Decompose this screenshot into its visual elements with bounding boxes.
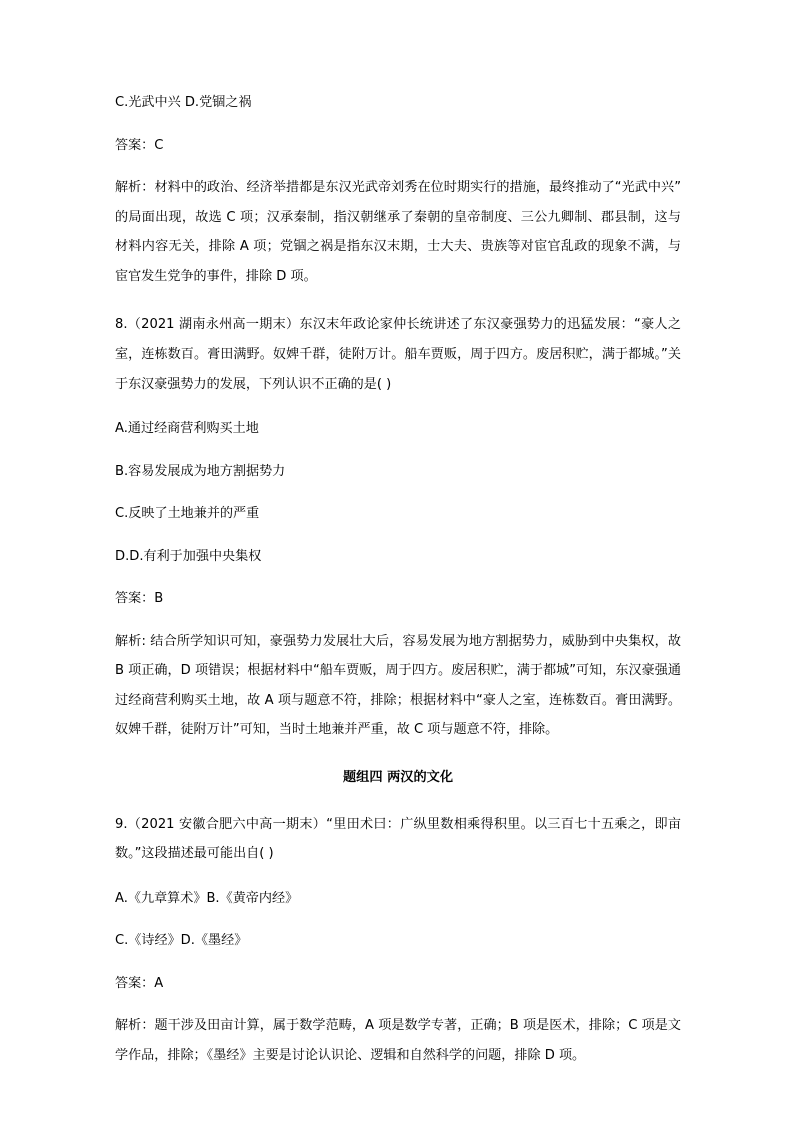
q9-option-cd: C.《诗经》D.《墨经》 xyxy=(115,933,248,949)
q8-option-c: C.反映了土地兼并的严重 xyxy=(115,506,260,522)
q7-answer: 答案：C xyxy=(115,137,164,153)
q9-explanation: 解析：题干涉及田亩计算，属于数学范畴，A 项是数学专著，正确；B 项是医术，排除；C 项是文学作品，排除；《墨经》主要是讨论认识论、逻辑和自然科学的问题，排除 D 项。 xyxy=(115,1018,681,1063)
q8-option-a: A.通过经商营利购买土地 xyxy=(115,421,259,437)
q8-explanation: 解析: 结合所学知识可知，豪强势力发展壮大后，容易发展为地方割据势力，威胁到中央集权，故 B 项正确，D 项错误；根据材料中“船车贾贩，周于四方。废居积贮，满于都城”可知，东汉豪强通过经商营利购买土地，故 A 项与题意不符，排除；根据材料中“豪人之室，连栋数百。膏田满野。奴婢千群，徒附万计”可知，当时土地兼并严重，故 C 项与题意不符，排除。 xyxy=(115,633,681,738)
q8-answer: 答案：B xyxy=(115,591,164,607)
q7-explanation: 解析：材料中的政治、经济举措都是东汉光武帝刘秀在位时期实行的措施，最终推动了“光武中兴”的局面出现，故选 C 项；汉承秦制，指汉朝继承了秦朝的皇帝制度、三公九卿制、郡县制，这与材料内容无关，排除 A 项；党锢之祸是指东汉末期，士大夫、贵族等对宦官乱政的现象不满，与宦官发生党争的事件，排除 D 项。 xyxy=(115,180,681,284)
q9-option-ab: A.《九章算术》B.《黄帝内经》 xyxy=(115,890,299,906)
q8-option-d: D.D.有利于加强中央集权 xyxy=(115,548,262,564)
q8-option-b: B.容易发展成为地方割据势力 xyxy=(115,463,286,479)
q9-answer: 答案：A xyxy=(115,975,164,991)
section-heading-group-four: 题组四 两汉的文化 xyxy=(342,770,454,786)
q8-stem: 8.（2021 湖南永州高一期末）东汉末年政论家仲长统讲述了东汉豪强势力的迅猛发展：“豪人之室，连栋数百。膏田满野。奴婢千群，徒附万计。船车贾贩，周于四方。废居积贮，满于都城。”关于东汉豪强势力的发展，下列认识不正确的是( ) xyxy=(115,317,681,392)
page-content-column xyxy=(115,88,681,1070)
q9-stem: 9.（2021 安徽合肥六中高一期末）“里田术曰：广纵里数相乘得积里。以三百七十五乘之，即亩数。”这段描述最可能出自( ) xyxy=(115,816,681,862)
q7-options-line: C.光武中兴 D.党锢之祸 xyxy=(115,95,252,110)
